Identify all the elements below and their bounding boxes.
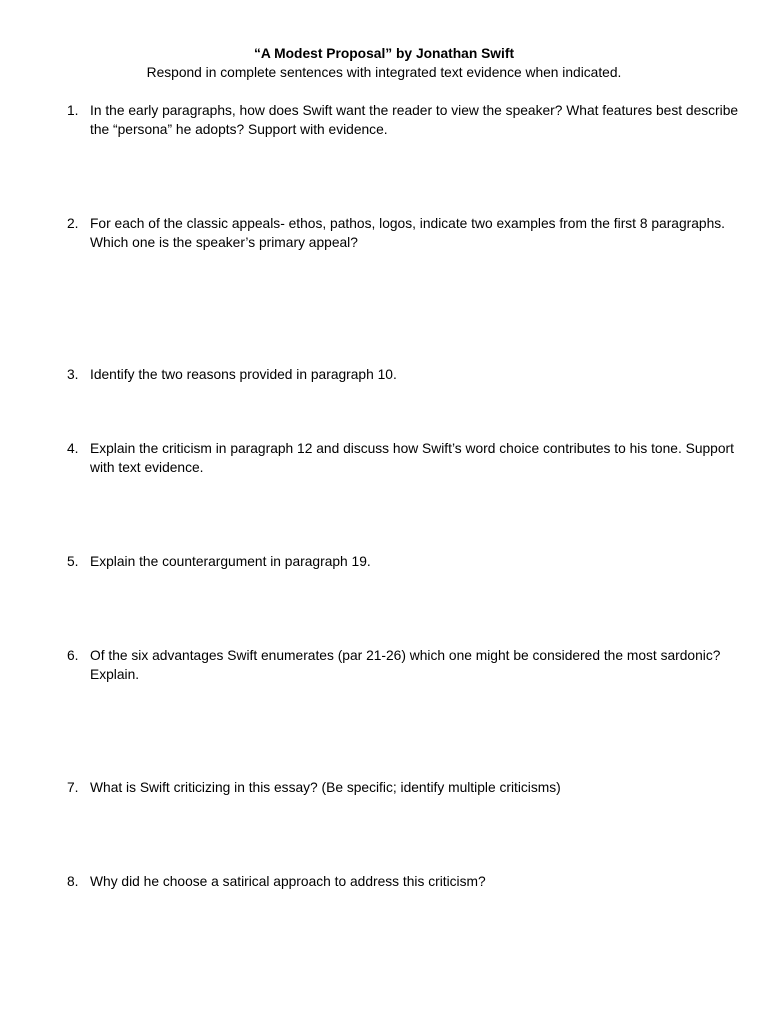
question-text: Identify the two reasons provided in paragraph 10. xyxy=(90,367,397,382)
question-number: 1. xyxy=(67,103,79,118)
question-number: 6. xyxy=(67,648,79,663)
question-number: 5. xyxy=(67,554,79,569)
question-text: For each of the classic appeals- ethos, pathos, logos, indicate two examples from the first 8 paragraphs. Which one is the speaker’s primary appeal? xyxy=(90,216,725,250)
question-text: Explain the criticism in paragraph 12 and discuss how Swift’s word choice contributes to his tone. Support with text evidence. xyxy=(90,441,734,475)
question-number: 3. xyxy=(67,367,79,382)
question-number: 8. xyxy=(67,874,79,889)
question-text: In the early paragraphs, how does Swift want the reader to view the speaker? What features best describe the “persona” he adopts? Support with evidence. xyxy=(90,103,739,137)
question-number: 2. xyxy=(67,216,79,231)
worksheet-title: “A Modest Proposal” by Jonathan Swift xyxy=(253,46,515,61)
question-number: 4. xyxy=(67,441,79,456)
question-text: Of the six advantages Swift enumerates (par 21-26) which one might be considered the most sardonic? Explain. xyxy=(90,648,721,682)
question-text: Why did he choose a satirical approach to address this criticism? xyxy=(90,874,486,889)
question-text: Explain the counterargument in paragraph 19. xyxy=(90,554,371,569)
question-number: 7. xyxy=(67,780,79,795)
question-text: What is Swift criticizing in this essay? (Be specific; identify multiple criticisms) xyxy=(90,780,561,795)
worksheet-instructions: Respond in complete sentences with integrated text evidence when indicated. xyxy=(146,65,622,80)
